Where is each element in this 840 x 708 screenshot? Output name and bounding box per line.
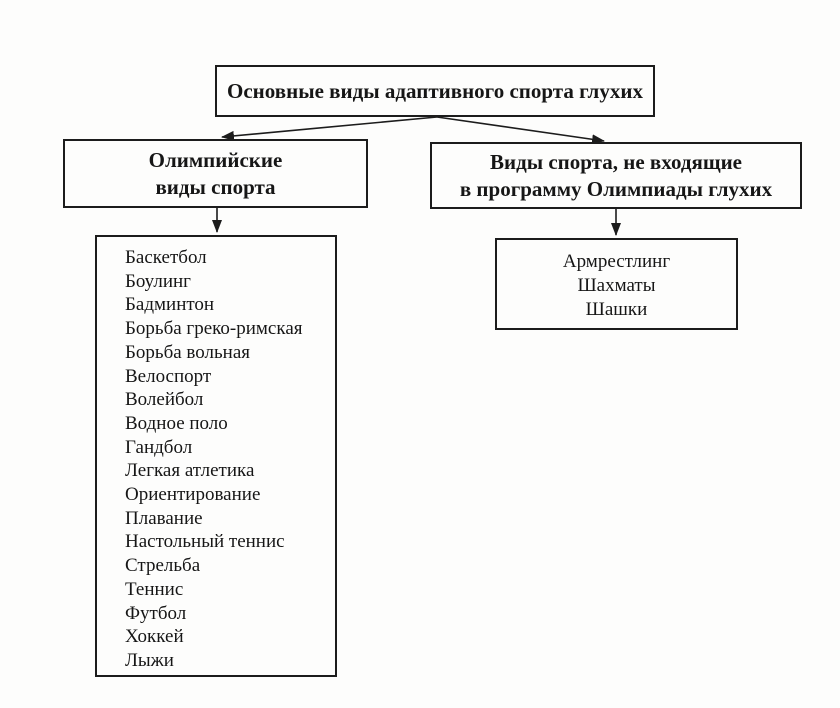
arrow-root-to-non-olympic bbox=[437, 117, 604, 141]
list-item: Хоккей bbox=[125, 626, 184, 648]
list-item: Шахматы bbox=[577, 274, 656, 296]
list-item: Баскетбол bbox=[125, 247, 207, 268]
list-item: Стрельба bbox=[125, 555, 201, 577]
non-olympic-sports-title-line2: в программу Олимпиады глухих bbox=[459, 176, 773, 201]
list-item: Настольный теннис bbox=[125, 531, 285, 553]
olympic-sports-list-box bbox=[95, 235, 337, 677]
list-item: Футбол bbox=[125, 602, 187, 624]
root-node bbox=[215, 65, 655, 117]
list-item: Ориентирование bbox=[125, 484, 261, 506]
list-item: Волейбол bbox=[125, 389, 204, 411]
non-olympic-sports-list bbox=[563, 250, 670, 321]
list-item: Борьба вольная bbox=[125, 341, 251, 363]
olympic-sports-list bbox=[125, 246, 303, 673]
olympic-sports-title-line1: Олимпийские bbox=[148, 147, 283, 172]
list-item: Гандбол bbox=[125, 436, 193, 458]
root-node-label: Основные виды адаптивного спорта глухих bbox=[227, 78, 643, 103]
list-item: Шашки bbox=[585, 298, 648, 320]
non-olympic-sports-title-line1: Виды спорта, не входящие bbox=[489, 149, 742, 174]
list-item: Боулинг bbox=[125, 270, 191, 292]
list-item: Водное поло bbox=[125, 412, 228, 434]
list-item: Лыжи bbox=[125, 649, 174, 671]
arrow-root-to-olympic bbox=[222, 117, 437, 137]
olympic-sports-title-line2: виды спорта bbox=[155, 174, 276, 199]
non-olympic-sports-node bbox=[430, 142, 802, 209]
list-item: Легкая атлетика bbox=[125, 460, 255, 482]
list-item: Теннис bbox=[125, 578, 184, 600]
list-item: Плавание bbox=[125, 507, 203, 529]
list-item: Бадминтон bbox=[125, 294, 215, 316]
olympic-sports-node bbox=[63, 139, 368, 208]
list-item: Армрестлинг bbox=[562, 251, 671, 272]
list-item: Борьба греко-римская bbox=[125, 318, 303, 340]
non-olympic-sports-list-box bbox=[495, 238, 738, 330]
list-item: Велоспорт bbox=[125, 365, 212, 387]
